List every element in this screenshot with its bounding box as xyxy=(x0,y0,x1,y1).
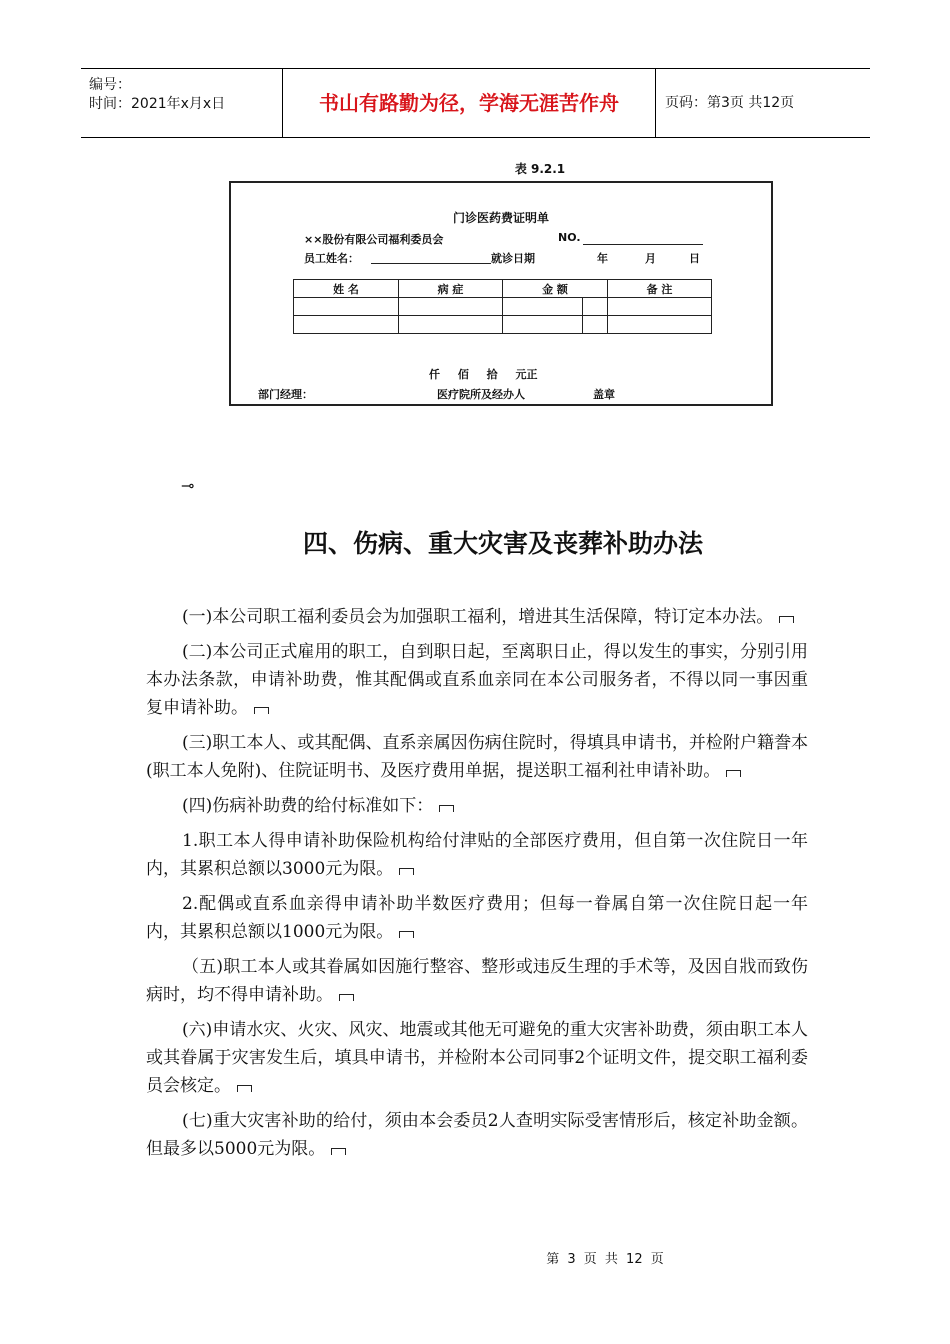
paragraph: (七)重大灾害补助的给付，须由本会委员2人查明实际受害情形后，核定补助金额。但最多以5000元为限。 xyxy=(146,1111,808,1159)
form-seal-label: 盖章 xyxy=(593,388,615,401)
paragraph-mark-icon xyxy=(237,1085,252,1092)
header-page-info: 页码：第3页 共12页 xyxy=(665,95,795,111)
form-employee-line xyxy=(371,263,491,264)
form-no-label: NO. xyxy=(558,231,581,244)
paragraph: （五)职工本人或其眷属如因施行整容、整形或违反生理的手术等，及因自戕而致伤病时，均不得申请补助。 xyxy=(146,957,808,1005)
paragraph: (六)申请水灾、火灾、风灾、地震或其他无可避免的重大灾害补助费，须由职工本人或其眷属于灾害发生后，填具申请书，并检附本公司同事2个证明文件，提交职工福利委员会核定。 xyxy=(146,1020,808,1096)
paragraph-mark-icon xyxy=(331,1148,346,1155)
form-month: 月 xyxy=(645,252,656,265)
paragraph: 1.职工本人得申请补助保险机构给付津贴的全部医疗费用，但自第一次住院日一年内，其累积总额以3000元为限。 xyxy=(146,831,808,879)
medical-expense-form xyxy=(229,181,773,406)
form-no-line xyxy=(583,244,703,245)
header-meta xyxy=(81,69,283,137)
section-title: 四、伤病、重大灾害及丧葬补助办法 xyxy=(302,529,703,558)
form-table-row xyxy=(294,316,712,334)
form-title: 门诊医药费证明单 xyxy=(452,211,549,225)
paragraph: (四)伤病补助费的给付标准如下： xyxy=(146,792,808,820)
form-manager-label: 部门经理： xyxy=(258,388,313,401)
form-employee-label: 员工姓名： xyxy=(304,252,359,265)
page-footer: 第 3 页 共 12 页 xyxy=(546,1252,664,1267)
paragraph-mark-icon xyxy=(254,707,269,714)
anchor-icon: ⊸ xyxy=(181,476,195,495)
paragraph-mark-icon xyxy=(779,616,794,623)
form-table-header xyxy=(294,280,712,298)
paragraph: (一)本公司职工福利委员会为加强职工福利，增进其生活保障，特订定本办法。 xyxy=(146,603,808,631)
page-header xyxy=(81,68,870,138)
form-table xyxy=(293,279,712,334)
form-clinic-label: 医疗院所及经办人 xyxy=(437,388,525,401)
col-amount: 金 额 xyxy=(503,280,608,298)
paragraph-mark-icon xyxy=(726,770,741,777)
form-company: ××股份有限公司福利委员会 xyxy=(304,233,444,246)
paragraph: (三)职工本人、或其配偶、直系亲属因伤病住院时，得填具申请书，并检附户籍誊本(职工本人免附)、住院证明书、及医疗费用单据，提送职工福利社申请补助。 xyxy=(146,733,808,781)
paragraph-mark-icon xyxy=(399,931,414,938)
col-name: 姓 名 xyxy=(294,280,399,298)
form-visit-date-label: 就诊日期 xyxy=(491,252,535,265)
col-illness: 病 症 xyxy=(399,280,503,298)
paragraph: 2.配偶或直系血亲得申请补助半数医疗费用；但每一眷属自第一次住院日起一年内，其累积总额以1000元为限。 xyxy=(146,894,808,942)
paragraph-mark-icon xyxy=(439,805,454,812)
form-table-row xyxy=(294,298,712,316)
paragraph-mark-icon xyxy=(339,994,354,1001)
article-body xyxy=(146,603,808,1163)
paragraph-mark-icon xyxy=(399,868,414,875)
header-motto: 书山有路勤为径，学海无涯苦作舟 xyxy=(283,69,656,137)
table-caption: 表 9.2.1 xyxy=(514,162,566,176)
form-day: 日 xyxy=(689,252,700,265)
time-label: 时间：2021年x月x日 xyxy=(89,96,226,112)
paragraph: (二)本公司正式雇用的职工，自到职日起，至离职日止，得以发生的事实，分别引用本办法条款，申请补助费，惟其配偶或直系血亲同在本公司服务者，不得以同一事因重复申请补助。 xyxy=(146,642,808,718)
form-amount-units: 仟 佰 拾 元正 xyxy=(429,368,538,381)
form-year: 年 xyxy=(597,252,608,265)
number-label: 编号： xyxy=(89,77,131,93)
col-remark: 备 注 xyxy=(608,280,712,298)
